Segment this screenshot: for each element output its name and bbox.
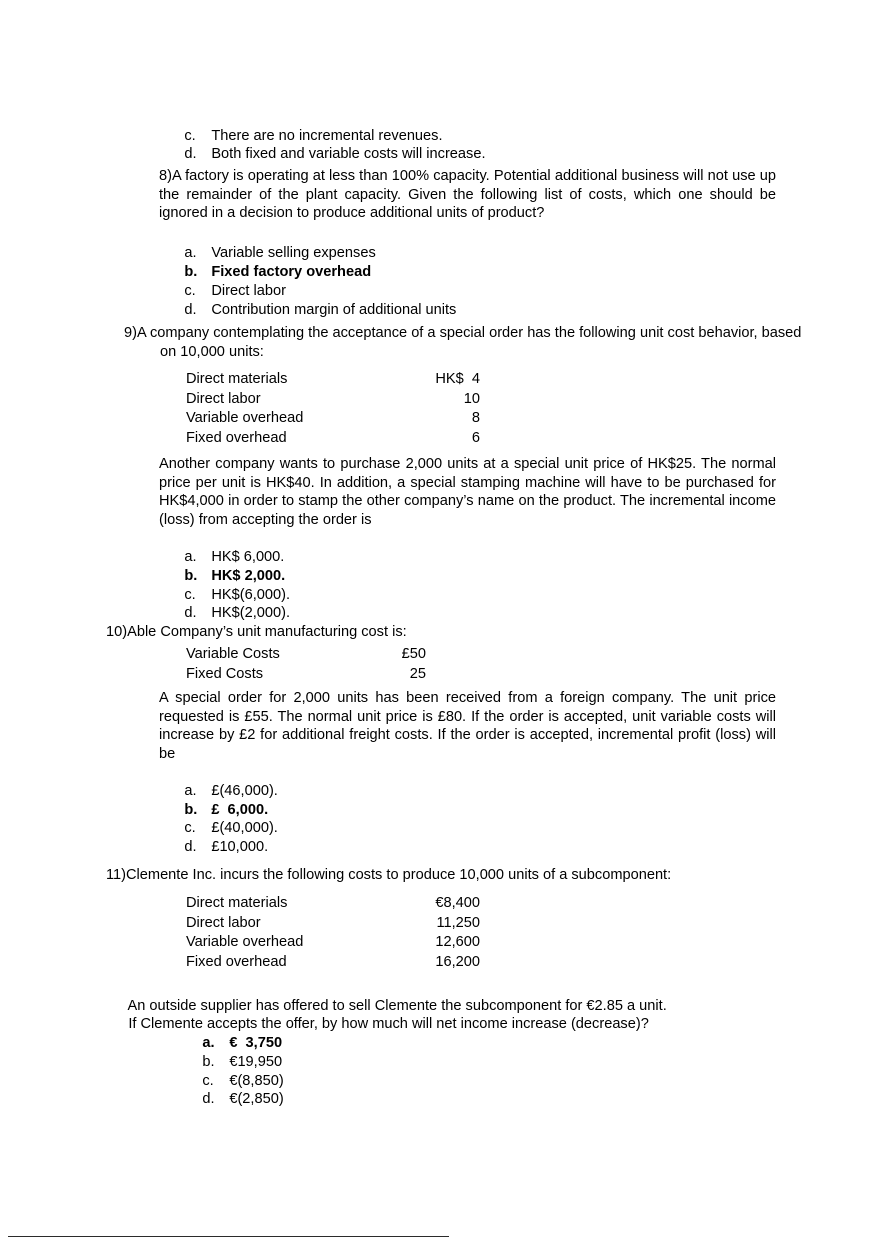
question-stem-text: A company contemplating the acceptance of a special order has the following unit cost behavior, based on 10,000 units: bbox=[136, 325, 802, 360]
cost-value: 12,600 bbox=[435, 934, 480, 950]
option-text: €19,950 bbox=[229, 1053, 283, 1070]
option-text: Fixed factory overhead bbox=[211, 263, 372, 280]
option-text: €(8,850) bbox=[229, 1072, 284, 1089]
cost-value: 8 bbox=[471, 410, 480, 426]
cost-table-q9 bbox=[186, 370, 480, 448]
cost-value: £50 bbox=[401, 646, 426, 662]
option-letter: d. bbox=[184, 838, 197, 855]
cost-label: Fixed overhead bbox=[186, 429, 287, 446]
table-row bbox=[186, 370, 480, 390]
option-letter: b. bbox=[184, 263, 198, 280]
cost-label: Direct labor bbox=[186, 914, 261, 931]
option-letter: c. bbox=[184, 586, 196, 603]
option-letter: b. bbox=[184, 801, 198, 818]
cost-label: Fixed Costs bbox=[186, 665, 264, 682]
question-9-stem bbox=[124, 324, 812, 361]
question-10-stem bbox=[106, 623, 776, 642]
cost-value: 11,250 bbox=[436, 914, 480, 931]
question-8-stem bbox=[159, 167, 776, 223]
table-row bbox=[186, 645, 426, 665]
cost-value: 6 bbox=[471, 429, 480, 446]
cost-value: 16,200 bbox=[435, 953, 480, 970]
cost-label: Variable Costs bbox=[186, 646, 280, 662]
cost-label: Direct materials bbox=[186, 371, 288, 387]
option-letter: b. bbox=[184, 567, 198, 584]
cost-table-q11 bbox=[186, 894, 480, 972]
question-9-body bbox=[159, 455, 776, 529]
option-letter: d. bbox=[202, 1090, 215, 1107]
question-body-text: An outside supplier has offered to sell Clemente the subcomponent for €2.85 a unit. bbox=[127, 997, 667, 1014]
question-10-body bbox=[159, 689, 776, 763]
question-number: 10) bbox=[106, 624, 128, 640]
table-row bbox=[186, 409, 480, 429]
option-text: Variable selling expenses bbox=[211, 244, 376, 261]
footer-divider bbox=[8, 1236, 449, 1237]
cost-value: 10 bbox=[463, 390, 480, 407]
table-row bbox=[186, 914, 480, 934]
table-row bbox=[186, 953, 480, 973]
option-text: HK$ 6,000. bbox=[211, 548, 285, 565]
cost-table-q10 bbox=[186, 645, 426, 684]
cost-label: Variable overhead bbox=[186, 410, 304, 426]
option-letter: c. bbox=[184, 819, 196, 836]
question-number: 11) bbox=[106, 867, 127, 883]
cost-label: Variable overhead bbox=[186, 934, 304, 950]
question-body-text: If Clemente accepts the offer, by how much will net income increase (decrease)? bbox=[128, 1015, 649, 1032]
option-text: £10,000. bbox=[211, 838, 269, 855]
option-letter: a. bbox=[184, 244, 197, 261]
cost-value: 25 bbox=[409, 665, 426, 682]
question-number: 8) bbox=[159, 168, 172, 184]
option-letter: c. bbox=[184, 127, 196, 144]
option-letter: c. bbox=[202, 1072, 214, 1089]
option-text: HK$ 2,000. bbox=[211, 567, 286, 584]
option-letter: a. bbox=[184, 548, 197, 565]
option-letter: c. bbox=[184, 282, 196, 299]
option-text: £(40,000). bbox=[211, 819, 278, 836]
cost-label: Fixed overhead bbox=[186, 953, 287, 970]
option-text: Contribution margin of additional units bbox=[211, 301, 457, 318]
option-text: HK$(6,000). bbox=[211, 586, 291, 603]
option-letter: a. bbox=[202, 1034, 215, 1051]
table-row bbox=[186, 894, 480, 914]
table-row bbox=[186, 933, 480, 953]
question-body-text: Another company wants to purchase 2,000 units at a special unit price of HK$25. The normal price per unit is HK$40. In addition, a special stamping machine will have to be purchased for HK$4,000 in order to stamp the other company’s name on the product. The incremental income (loss) from accepting the order is bbox=[159, 456, 776, 528]
question-11-stem bbox=[106, 866, 806, 885]
option-text: € 3,750 bbox=[229, 1034, 283, 1051]
cost-value: HK$ 4 bbox=[435, 371, 480, 387]
question-stem-text: Able Company’s unit manufacturing cost is: bbox=[127, 624, 407, 640]
option-letter: a. bbox=[184, 782, 197, 799]
cost-value: €8,400 bbox=[435, 895, 480, 911]
option-letter: d. bbox=[184, 301, 197, 318]
option-text: €(2,850) bbox=[229, 1090, 284, 1107]
option-text: Both fixed and variable costs will increase. bbox=[211, 145, 486, 162]
option-row bbox=[178, 1071, 284, 1127]
question-number: 9) bbox=[124, 325, 137, 341]
table-row bbox=[186, 665, 426, 685]
question-stem-text: Clemente Inc. incurs the following costs to produce 10,000 units of a subcomponent: bbox=[126, 867, 672, 883]
option-text: £(46,000). bbox=[211, 782, 278, 799]
option-letter: d. bbox=[184, 604, 197, 621]
table-row bbox=[186, 429, 480, 449]
cost-label: Direct materials bbox=[186, 895, 288, 911]
table-row bbox=[186, 390, 480, 410]
option-letter: b. bbox=[202, 1053, 215, 1070]
cost-label: Direct labor bbox=[186, 390, 261, 407]
option-text: HK$(2,000). bbox=[211, 604, 291, 621]
question-body-text: A special order for 2,000 units has been received from a foreign company. The unit price requested is £55. The normal unit price is £80. If the order is accepted, unit variable costs will increase by £2 for additional freight costs. If the order is accepted, incremental profit (loss) will be bbox=[159, 690, 776, 762]
option-text: £ 6,000. bbox=[211, 801, 269, 818]
option-text: There are no incremental revenues. bbox=[211, 127, 443, 144]
option-text: Direct labor bbox=[211, 282, 286, 299]
question-stem-text: A factory is operating at less than 100% capacity. Potential additional business will not use up the remainder of the plant capacity. Given the following list of costs, which one should be ignored in a decision to produce additional units of product? bbox=[159, 168, 776, 222]
option-letter: d. bbox=[184, 145, 197, 162]
